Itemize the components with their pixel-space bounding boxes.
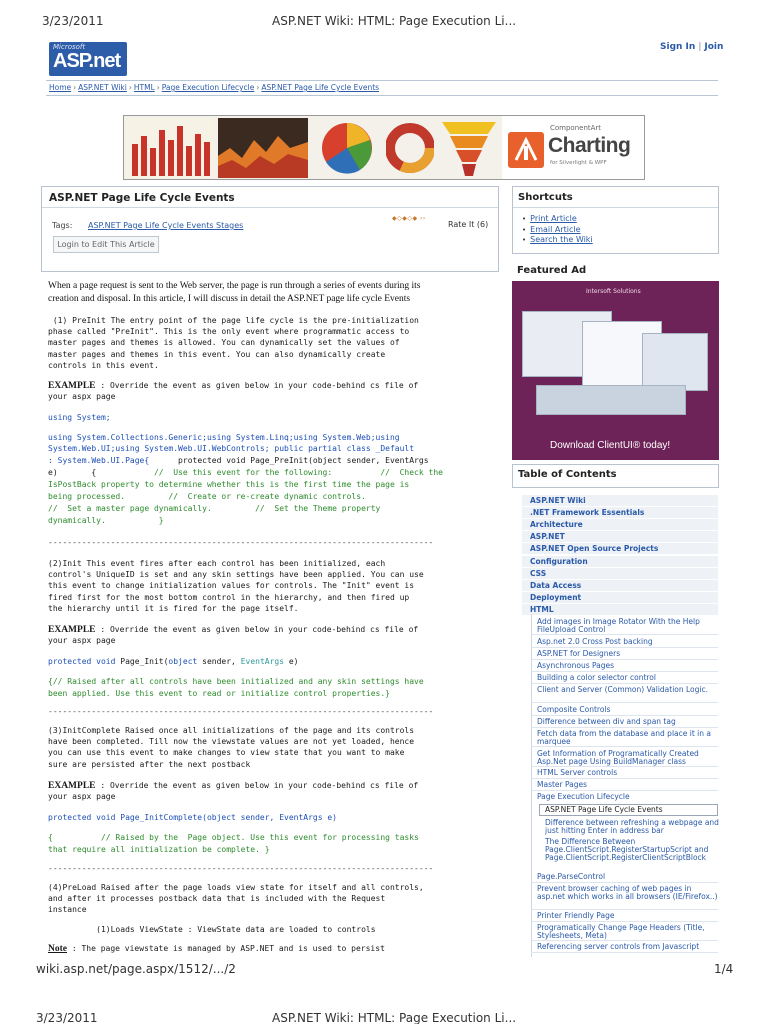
example-line-2: your aspx page bbox=[48, 392, 116, 401]
breadcrumb-lifecycle[interactable]: Page Execution Lifecycle bbox=[161, 83, 255, 92]
initcomplete-code-signature: protected void Page_InitComplete(object sender, EventArgs e) bbox=[48, 813, 337, 822]
bar-chart-graphic bbox=[126, 118, 214, 178]
search-wiki-link[interactable]: Search the Wiki bbox=[530, 235, 593, 244]
toc-html-item[interactable]: Asp.net 2.0 Cross Post backing bbox=[531, 638, 718, 648]
toc-title: Table of Contents bbox=[518, 469, 617, 480]
toc-lifecycle-item[interactable]: Difference between refreshing a webpage and just hitting Enter in address bar bbox=[545, 819, 719, 835]
shortcuts-divider bbox=[513, 207, 718, 208]
note-line: Note : The page viewstate is managed by ASP.NET and is used to persist bbox=[48, 944, 385, 954]
asp-net-logo[interactable] bbox=[49, 42, 127, 76]
print-page-number: 1/4 bbox=[714, 962, 734, 976]
breadcrumb-html[interactable]: HTML bbox=[133, 83, 155, 92]
breadcrumb: Home › ASP.NET Wiki › HTML › Page Execution Lifecycle › ASP.NET Page Life Cycle Events bbox=[49, 83, 380, 92]
initcomplete-code-comment-2: that require all initialization be complete. } bbox=[48, 845, 270, 854]
print-header bbox=[0, 14, 768, 32]
featured-ad-title: Featured Ad bbox=[517, 265, 587, 276]
print-url: wiki.asp.net/page.aspx/1512/.../2 bbox=[36, 962, 236, 976]
ad-window-graphic-3 bbox=[642, 333, 708, 391]
banner-brand-sub: for Silverlight & WPF bbox=[550, 160, 607, 166]
join-link[interactable]: Join bbox=[704, 42, 724, 52]
toc-html-item[interactable]: Programatically Change Page Headers (Title, Stylesheets, Meta) bbox=[531, 924, 718, 941]
toc-item-data-access[interactable]: Data Access bbox=[522, 580, 718, 592]
banner-brand-main: Charting bbox=[548, 134, 631, 157]
initcomplete-example-line-2: your aspx page bbox=[48, 792, 116, 801]
toc-html-item[interactable]: Building a color selector control bbox=[531, 674, 718, 684]
toc-lifecycle-item[interactable]: The Difference Between Page.ClientScript.RegisterStartupScript and Page.ClientScript.RegisterClientScriptBlock bbox=[545, 838, 709, 862]
initcomplete-paragraph: (3)InitComplete Raised once all initializations of the page and its controls have been completed. Till now the viewstate values are not yet loaded, hence you can use this event to make changes to view state that you want to make sure are persisted after the next postback bbox=[48, 726, 415, 769]
toc-html-item[interactable]: HTML Server controls bbox=[531, 769, 718, 779]
init-example-line-1: EXAMPLE : Override the event as given below in your code-behind cs file of bbox=[48, 625, 419, 635]
intro-line-2: creation and disposal. In this article, I will discuss in detail the ASP.NET page life cycle Events bbox=[48, 294, 411, 304]
toc-item-configuration[interactable]: Configuration bbox=[522, 556, 718, 568]
section-divider-1: -------------------------------------------------------------------------------- bbox=[48, 538, 434, 547]
toc-html-item[interactable]: Difference between div and span tag bbox=[531, 718, 718, 728]
toc-item-css[interactable]: CSS bbox=[522, 568, 718, 580]
init-paragraph: (2)Init This event fires after each control has been initialized, each control's UniqueID is set and any skin settings have been applied. You can use this event to change initialization values for controls. The "Init" event is fired first for the most bottom control in the hierarchy, and then fired up the hierarchy until it is fired for the page itself. bbox=[48, 559, 424, 613]
ad-dock-graphic bbox=[536, 385, 686, 415]
login-to-edit-button[interactable]: Login to Edit This Article bbox=[53, 236, 159, 253]
toc-html-item[interactable]: Page.ParseControl bbox=[531, 873, 718, 883]
print-footer bbox=[0, 962, 768, 980]
toc-item-aspnet-wiki[interactable]: ASP.NET Wiki bbox=[522, 495, 718, 507]
pie-chart-graphic bbox=[312, 118, 382, 178]
header-divider bbox=[46, 80, 718, 81]
area-chart-graphic bbox=[218, 118, 308, 178]
print-date: 3/23/2011 bbox=[42, 14, 104, 28]
preload-item: (1)Loads ViewState : ViewState data are loaded to controls bbox=[48, 925, 376, 934]
breadcrumb-wiki[interactable]: ASP.NET Wiki bbox=[78, 83, 127, 92]
next-page-header bbox=[0, 1011, 768, 1024]
intro-line-1: When a page request is sent to the Web server, the page is run through a series of events during its bbox=[48, 281, 421, 291]
toc-html-item[interactable]: Asynchronous Pages bbox=[531, 662, 718, 672]
email-article-link[interactable]: Email Article bbox=[530, 224, 581, 234]
preinit-code-line-4: being processed. // Create or re-create dynamic controls. bbox=[48, 492, 366, 501]
toc-current-item[interactable]: ASP.NET Page Life Cycle Events bbox=[539, 804, 718, 816]
init-example-line-2: your aspx page bbox=[48, 636, 116, 645]
toc-item-html[interactable]: HTML bbox=[522, 604, 718, 616]
sign-in-link[interactable]: Sign In bbox=[660, 42, 696, 52]
toc-item-deployment[interactable]: Deployment bbox=[522, 592, 718, 604]
featured-ad[interactable] bbox=[512, 281, 719, 460]
toc-html-item[interactable]: Page Execution Lifecycle bbox=[537, 793, 630, 801]
toc-html-item[interactable]: Composite Controls bbox=[531, 706, 718, 716]
preinit-code-line-2: e) { // Use this event for the following: // Check the bbox=[48, 468, 443, 477]
toc-html-item[interactable]: Add images in Image Rotator With the Help FileUpload Control bbox=[531, 618, 718, 635]
shortcut-print bbox=[522, 214, 593, 225]
shortcuts-list bbox=[522, 214, 593, 246]
init-code-comment-1: {// Raised after all controls have been initialized and any skin settings have bbox=[48, 677, 424, 686]
section-divider-3: -------------------------------------------------------------------------------- bbox=[48, 864, 434, 873]
article-title-divider bbox=[42, 207, 498, 208]
preinit-paragraph: (1) PreInit The entry point of the page life cycle is the pre-initialization phase called "PreInit". This is the only event where programmatic access to master pages and themes is allowed. You can dynamically set the values of master pages and themes in this event. You can also dynamically create controls in this event. bbox=[48, 316, 419, 370]
preinit-code-line-3: IsPostBack property to determine whether this is the first time the page is bbox=[48, 480, 410, 489]
componentart-brand bbox=[502, 116, 645, 180]
initcomplete-code-comment-1: { // Raised by the Page object. Use this event for processing tasks bbox=[48, 833, 419, 842]
featured-ad-cta: Download ClientUI® today! bbox=[550, 440, 671, 451]
print-title: ASP.NET Wiki: HTML: Page Execution Li... bbox=[272, 14, 517, 28]
banner-brand-top: ComponentArt bbox=[550, 124, 602, 132]
initcomplete-example-line-1: EXAMPLE : Override the event as given below in your code-behind cs file of bbox=[48, 781, 419, 791]
init-code-signature: protected void Page_Init(object sender, EventArgs e) bbox=[48, 657, 299, 666]
auth-separator: | bbox=[698, 42, 702, 52]
toc-item-open-source[interactable]: ASP.NET Open Source Projects bbox=[522, 543, 718, 555]
preinit-code-line-5: // Set a master page dynamically. // Set the Theme property bbox=[48, 504, 381, 513]
toc-item-architecture[interactable]: Architecture bbox=[522, 519, 718, 531]
next-page-title: ASP.NET Wiki: HTML: Page Execution Li... bbox=[272, 1011, 517, 1024]
example-line-1: EXAMPLE : Override the event as given below in your code-behind cs file of bbox=[48, 381, 419, 391]
toc-html-item[interactable]: Get Information of Programatically Created Asp.Net page Using BuildManager class bbox=[531, 750, 718, 767]
toc-item-framework[interactable]: .NET Framework Essentials bbox=[522, 507, 718, 519]
featured-ad-brand: Intersoft Solutions bbox=[586, 288, 641, 295]
logo-microsoft-text: Microsoft bbox=[53, 43, 86, 51]
toc-html-item[interactable]: Master Pages bbox=[531, 781, 718, 791]
article-title: ASP.NET Page Life Cycle Events bbox=[49, 192, 235, 204]
next-page-date: 3/23/2011 bbox=[36, 1011, 98, 1024]
shortcuts-title: Shortcuts bbox=[518, 192, 573, 203]
toc-html-item[interactable]: Referencing server controls from Javascript bbox=[531, 943, 718, 953]
toc-html-item[interactable]: ASP.NET for Designers bbox=[531, 650, 718, 660]
banner-ad[interactable] bbox=[123, 115, 645, 180]
donut-chart-graphic bbox=[386, 118, 434, 178]
preload-paragraph: (4)PreLoad Raised after the page loads view state for itself and all controls, and after it processes postback data that is included with the Request instance bbox=[48, 883, 424, 915]
using-line-1: using System.Collections.Generic;using System.Linq;using System.Web;using bbox=[48, 433, 400, 442]
funnel-chart-graphic bbox=[438, 118, 500, 178]
breadcrumb-current[interactable]: ASP.NET Page Life Cycle Events bbox=[261, 83, 380, 92]
shortcut-search bbox=[522, 235, 593, 246]
logo-asp-text: ASP.net bbox=[53, 50, 121, 72]
rate-it-link[interactable]: Rate It (6) bbox=[448, 220, 489, 229]
preinit-code-line-6: dynamically. } bbox=[48, 516, 164, 525]
section-divider-2: -------------------------------------------------------------------------------- bbox=[48, 707, 434, 716]
breadcrumb-home[interactable]: Home bbox=[49, 83, 72, 92]
componentart-logo-icon bbox=[508, 132, 544, 168]
auth-links bbox=[660, 42, 723, 52]
toc-html-item[interactable]: Printer Friendly Page bbox=[531, 912, 718, 922]
print-article-link[interactable]: Print Article bbox=[530, 214, 577, 223]
rating-stars-icon[interactable]: ◆◇◆◇◆ ›› bbox=[392, 215, 426, 222]
breadcrumb-divider bbox=[46, 95, 718, 96]
toc-html-item[interactable]: Client and Server (Common) Validation Logic. bbox=[531, 686, 718, 703]
preinit-code-line-1: : System.Web.UI.Page{ protected void Page_PreInit(object sender, EventArgs bbox=[48, 456, 429, 465]
shortcut-email bbox=[522, 225, 593, 236]
using-line-2: System.Web.UI;using System.Web.UI.WebControls; public partial class _Default bbox=[48, 444, 415, 453]
toc-html-item[interactable]: Prevent browser caching of web pages in asp.net which works in all browsers (IE/Firefox..) bbox=[531, 885, 718, 910]
tag-link[interactable]: ASP.NET Page Life Cycle Events Stages bbox=[88, 221, 244, 230]
toc-html-item[interactable]: Fetch data from the database and place it in a marquee bbox=[531, 730, 718, 747]
using-system: using System; bbox=[48, 413, 111, 422]
toc-item-aspnet[interactable]: ASP.NET bbox=[522, 531, 718, 543]
tags-label: Tags: bbox=[52, 221, 73, 230]
init-code-comment-2: been applied. Use this event to read or initialize control properties.} bbox=[48, 689, 390, 698]
